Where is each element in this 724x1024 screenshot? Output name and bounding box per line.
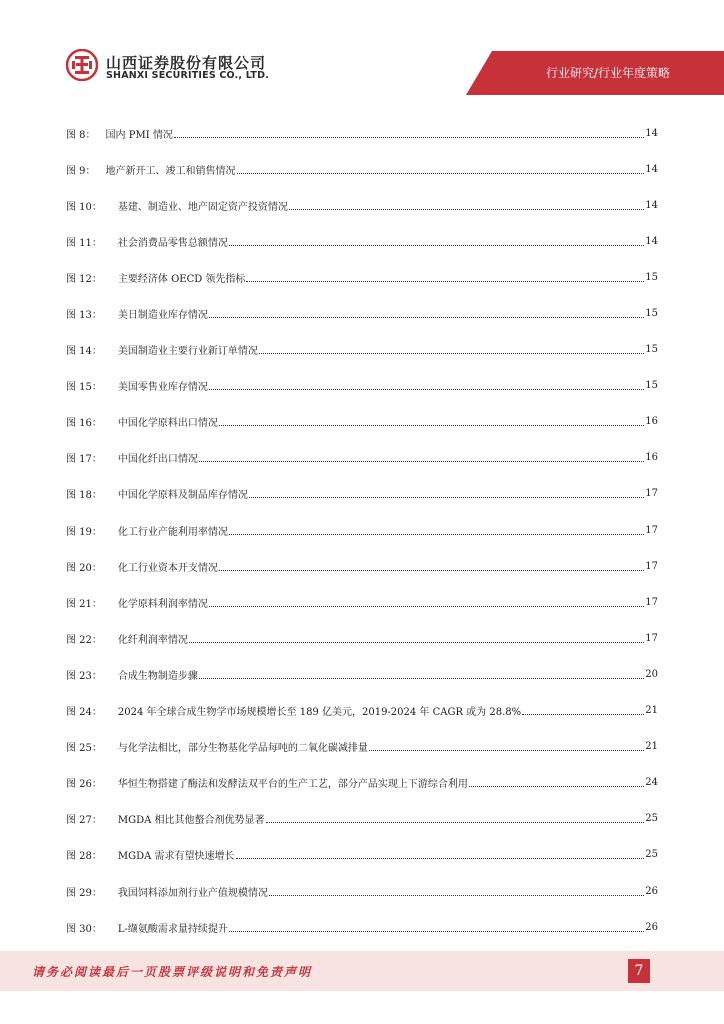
figure-label: 图 13： <box>66 310 102 322</box>
toc-entry[interactable] <box>66 801 658 837</box>
dot-leader <box>229 931 644 932</box>
figure-caption: 化工行业资本开支情况 <box>117 562 218 574</box>
toc-entry[interactable] <box>66 440 658 476</box>
dot-leader <box>369 750 644 751</box>
figure-caption: L-缬氨酸需求量持续提升 <box>117 923 228 935</box>
figure-label: 图 14： <box>66 346 102 358</box>
figure-caption: 基建、制造业、地产固定资产投资情况 <box>117 201 288 213</box>
figure-label: 图 24： <box>66 707 102 719</box>
dot-leader <box>266 822 645 823</box>
toc-entry[interactable] <box>66 548 658 584</box>
figure-label: 图 28： <box>66 851 102 863</box>
toc-entry[interactable] <box>66 115 658 151</box>
figure-label: 图 20： <box>66 562 102 574</box>
figure-page-number: 15 <box>645 271 658 283</box>
figure-label: 图 9： <box>66 165 96 177</box>
toc-entry[interactable] <box>66 729 658 765</box>
toc-entry[interactable] <box>66 873 658 909</box>
figure-caption: MGDA 相比其他螯合剂优势显著 <box>117 815 265 827</box>
figure-page-number: 20 <box>645 668 658 680</box>
toc-entry[interactable] <box>66 259 658 295</box>
dot-leader <box>219 425 644 426</box>
dot-leader <box>522 714 644 715</box>
figure-caption: 中国化学原料及制品库存情况 <box>117 490 248 502</box>
company-name-cn: 山西证券股份有限公司 <box>106 54 267 72</box>
figure-page-number: 17 <box>645 560 658 572</box>
disclaimer-notice: 请务必阅读最后一页股票评级说明和免责声明 <box>32 965 313 979</box>
dot-leader <box>199 678 644 679</box>
figure-list <box>66 115 658 945</box>
figure-label: 图 12： <box>66 273 102 285</box>
figure-label: 图 26： <box>66 779 102 791</box>
figure-page-number: 14 <box>645 127 658 139</box>
figure-label: 图 8： <box>66 129 96 141</box>
figure-page-number: 17 <box>645 632 658 644</box>
figure-page-number: 17 <box>645 524 658 536</box>
toc-entry[interactable] <box>66 332 658 368</box>
figure-label: 图 29： <box>66 887 102 899</box>
dot-leader <box>269 895 644 896</box>
report-section-title: 行业研究/行业年度策略 <box>545 66 670 80</box>
figure-page-number: 14 <box>645 199 658 211</box>
dot-leader <box>289 209 644 210</box>
figure-caption: 美国零售业库存情况 <box>117 382 208 394</box>
figure-caption: 社会消费品零售总额情况 <box>117 237 228 249</box>
figure-label: 图 15： <box>66 382 102 394</box>
figure-page-number: 15 <box>645 380 658 392</box>
figure-label: 图 27： <box>66 815 102 827</box>
toc-entry[interactable] <box>66 151 658 187</box>
toc-entry[interactable] <box>66 476 658 512</box>
toc-entry[interactable] <box>66 368 658 404</box>
figure-label: 图 10： <box>66 201 102 213</box>
figure-label: 图 23： <box>66 670 102 682</box>
figure-label: 图 16： <box>66 418 102 430</box>
figure-page-number: 24 <box>645 777 658 789</box>
toc-entry[interactable] <box>66 909 658 945</box>
figure-page-number: 21 <box>645 705 658 717</box>
figure-page-number: 14 <box>645 163 658 175</box>
figure-page-number: 16 <box>645 416 658 428</box>
figure-page-number: 15 <box>645 308 658 320</box>
figure-page-number: 14 <box>645 235 658 247</box>
dot-leader <box>174 137 644 138</box>
toc-entry[interactable] <box>66 765 658 801</box>
figure-caption: 2024 年全球合成生物学市场规模增长至 189 亿美元，2019-2024 年 CAGR 或为 28.8% <box>117 707 522 719</box>
dot-leader <box>209 606 644 607</box>
dot-leader <box>209 389 644 390</box>
figure-page-number: 26 <box>645 885 658 897</box>
company-logo-icon <box>66 49 98 81</box>
dot-leader <box>249 497 644 498</box>
figure-label: 图 17： <box>66 454 102 466</box>
toc-entry[interactable] <box>66 512 658 548</box>
figure-caption: 美日制造业库存情况 <box>117 310 208 322</box>
toc-entry[interactable] <box>66 404 658 440</box>
figure-label: 图 25： <box>66 743 102 755</box>
figure-label: 图 21： <box>66 598 102 610</box>
figure-page-number: 17 <box>645 488 658 500</box>
toc-entry[interactable] <box>66 656 658 692</box>
page-header <box>0 0 724 95</box>
figure-page-number: 21 <box>645 741 658 753</box>
dot-leader <box>236 858 645 859</box>
figure-label: 图 11： <box>66 237 102 249</box>
figure-caption: MGDA 需求有望快速增长 <box>117 851 235 863</box>
figure-page-number: 15 <box>645 344 658 356</box>
dot-leader <box>219 570 644 571</box>
figure-page-number: 25 <box>645 813 658 825</box>
figure-page-number: 25 <box>645 849 658 861</box>
figure-caption: 中国化学原料出口情况 <box>117 418 218 430</box>
figure-caption: 中国化纤出口情况 <box>117 454 198 466</box>
dot-leader <box>259 353 644 354</box>
figure-caption: 国内 PMI 情况 <box>105 129 173 141</box>
figure-caption: 合成生物制造步骤 <box>117 670 198 682</box>
dot-leader <box>469 786 644 787</box>
figure-page-number: 16 <box>645 452 658 464</box>
company-name-en: SHANXI SECURITIES CO., LTD. <box>106 70 270 81</box>
dot-leader <box>229 245 644 246</box>
figure-caption: 我国饲料添加剂行业产值规模情况 <box>117 887 268 899</box>
dot-leader <box>229 534 644 535</box>
figure-page-number: 17 <box>645 596 658 608</box>
figure-caption: 华恒生物搭建了酶法和发酵法双平台的生产工艺，部分产品实现上下游综合利用 <box>117 779 468 791</box>
dot-leader <box>237 173 645 174</box>
figure-label: 图 19： <box>66 526 102 538</box>
figure-caption: 化工行业产能利用率情况 <box>117 526 228 538</box>
toc-entry[interactable] <box>66 187 658 223</box>
page-footer <box>0 951 724 991</box>
figure-label: 图 22： <box>66 634 102 646</box>
figure-label: 图 18： <box>66 490 102 502</box>
figure-page-number: 26 <box>645 921 658 933</box>
toc-entry[interactable] <box>66 223 658 259</box>
toc-entry[interactable] <box>66 693 658 729</box>
figure-caption: 与化学法相比，部分生物基化学品每吨的二氧化碳减排量 <box>117 743 368 755</box>
figure-caption: 化纤利润率情况 <box>117 634 188 646</box>
page-number: 7 <box>628 959 650 983</box>
figure-caption: 地产新开工、竣工和销售情况 <box>105 165 236 177</box>
toc-entry[interactable] <box>66 584 658 620</box>
dot-leader <box>189 642 644 643</box>
dot-leader <box>209 317 644 318</box>
toc-entry[interactable] <box>66 295 658 331</box>
figure-label: 图 30： <box>66 923 102 935</box>
toc-entry[interactable] <box>66 837 658 873</box>
dot-leader <box>246 281 644 282</box>
figure-caption: 美国制造业主要行业新订单情况 <box>117 346 258 358</box>
figure-caption: 主要经济体 OECD 领先指标 <box>117 273 246 285</box>
dot-leader <box>199 461 644 462</box>
figure-caption: 化学原料利润率情况 <box>117 598 208 610</box>
toc-entry[interactable] <box>66 620 658 656</box>
